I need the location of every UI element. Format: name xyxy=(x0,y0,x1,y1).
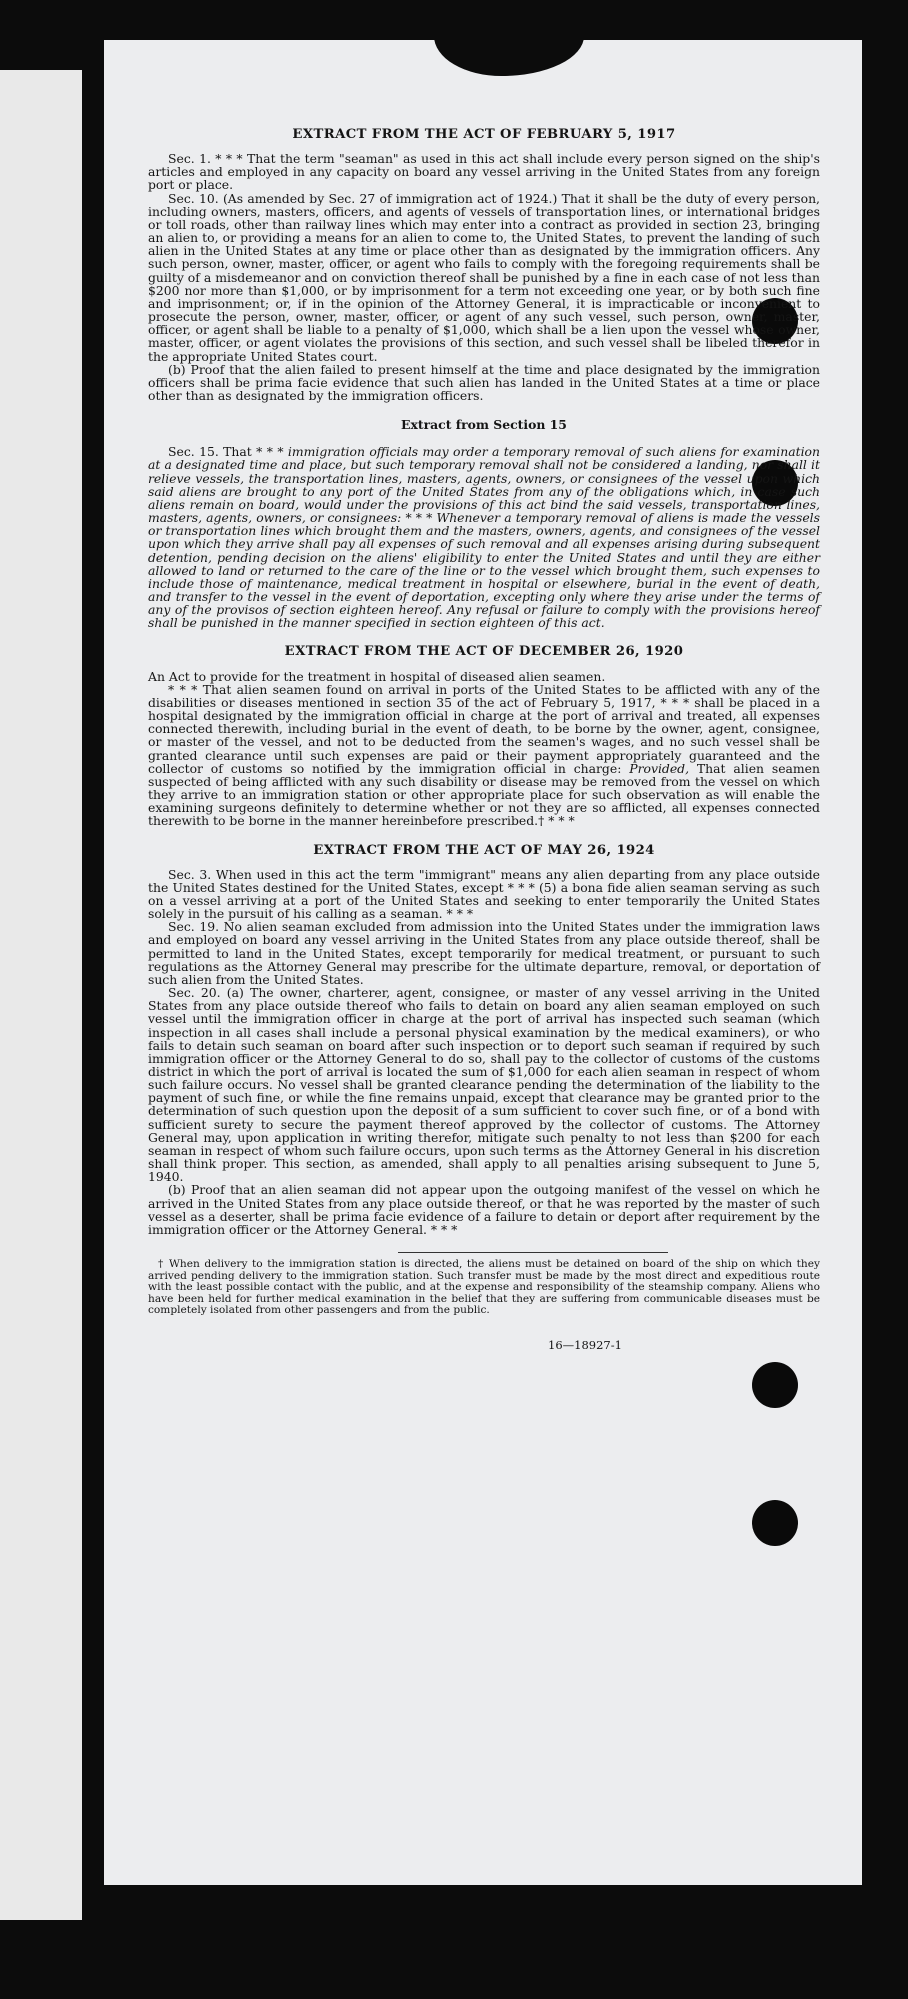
heading-section-15: Extract from Section 15 xyxy=(401,417,567,433)
punch-hole-3 xyxy=(752,1362,798,1408)
paragraph-sec-20-b: (b) Proof that an alien seaman did not appear upon the outgoing manifest of the vessel on which he arrived in the United States from any place outside thereof, or that he was reported by the master of such vessel as a deserter, shall be prima facie evidence of a failure to detain or deport after requirement by the immigration officer or the Attorney General. * * * xyxy=(148,1182,820,1237)
form-number: 16—18927-1 xyxy=(548,1338,622,1352)
document-page xyxy=(104,40,862,1885)
paragraph-hospital-treatment: * * * That alien seamen found on arrival in ports of the United States to be afflicted with any of the disabilities or diseases mentioned in section 35 of the act of February 5, 1917, * * * shall be placed in a hospital designated by the immigration official in charge at the port of arrival and treated, all expenses connected therewith, including burial in the event of death, to be borne by the owner, agent, consignee, or master of the vessel, and not to be deducted from the seamen's wages, and no such vessel shall be granted clearance until such expenses are paid or their payment appropriately guaranteed and the collector of customs so notified by the immigration official in charge: Provided, That alien seamen suspected of being afflicted with any such disability or disease may be removed from the vessel on which they arrive to an immigration station or other appropriate place for such observation as will enable the examining surgeons definitely to determine whether or not they are so afflicted, all expenses connected therewith to be borne in the manner hereinbefore prescribed.† * * * xyxy=(148,681,820,829)
footnote: † When delivery to the immigration station is directed, the aliens must be detained on board of the ship on which they arrived pending delivery to the immigration station. Such transfer must be made by the most direct and expeditious route with the least possible contact with the public, and at the expense and responsibility of the steamship company. Aliens who have been held for further medical examination in the belief that they are suffering from communicable diseases must be completely isolated from other passengers and from the public. xyxy=(148,1258,820,1317)
paragraph-sec-10-b: (b) Proof that the alien failed to present himself at the time and place designated by the immigration officers shall be prima facie evidence that such alien has landed in the United States at a time or place other than as designated by the immigration officers. xyxy=(148,361,820,403)
proviso-word: Provided, xyxy=(629,760,690,776)
sec-15-italic-text: immigration officials may order a temporary removal of such aliens for examination at a designated time and place, but such temporary removal shall not be considered a landing, nor shall it relieve vessels, the transportation lines, masters, agents, owners, or consignees of the vessel upon which said aliens are brought to any port of the United States from any of the obligations which, in case such aliens remain on board, would under the provisions of this act bind the said vessels, transportation lines, masters, agents, owners, or consignees: * * * Whenever a temporary removal of aliens is made the vessels or transportation lines which brought them and the masters, owners, agents, and consignees of the vessel upon which they arrive shall pay all expenses of such removal and all expenses arising during subsequent detention, pending decision on the aliens' eligibility to enter the United States and until they are either allowed to land or returned to the care of the line or to the vessel which brought them, such expenses to include those of maintenance, medical treatment in hospital or elsewhere, burial in the event of death, and transfer to the vessel in the event of deportation, excepting only where they arise under the terms of any of the provisos of section eighteen hereof. Any refusal or failure to comply with the provisions hereof shall be punished in the manner specified in section eighteen of this act. xyxy=(148,444,820,631)
paragraph-sec-3: Sec. 3. When used in this act the term "immigrant" means any alien departing from any place outside the United States destined for the United States, except * * * (5) a bona fide alien seaman serving as such on a vessel arriving at a port of the United States and seeking to enter temporarily the United States solely in the pursuit of his calling as a seaman. * * * xyxy=(148,866,820,922)
paragraph-sec-15 xyxy=(148,445,820,629)
sec-15-lead: Sec. 15. That * * * xyxy=(168,444,284,460)
paragraph-sec-20-a: Sec. 20. (a) The owner, charterer, agent, consignee, or master of any vessel arriving in the United States from any place outside thereof who fails to detain on board any alien seaman employed on such vessel until the immigration officer in charge at the port of arrival has inspected such seaman (which inspection in all cases shall include a personal physical examination by the medical examiners), or who fails to detain such seaman on board after such inspection or to deport such seaman if required by such immigration officer or the Attorney General to do so, shall pay to the collector of customs of the customs district in which the port of arrival is located the sum of $1,000 for each alien seaman in respect of whom such failure occurs. No vessel shall be granted clearance pending the determination of the liability to the payment of such fine, or while the fine remains unpaid, except that clearance may be granted prior to the determination of such question upon the deposit of a sum sufficient to cover such fine, or of a bond with sufficient surety to secure the payment thereof approved by the collector of customs. The Attorney General may, upon application in writing therefor, mitigate such penalty to not less than $200 for each seaman in respect of whom such failure occurs, upon such terms as the Attorney General in his discretion shall think proper. This section, as amended, shall apply to all penalties arising subsequent to June 5, 1940. xyxy=(148,985,820,1185)
section-15-extract xyxy=(148,418,820,629)
document-text xyxy=(148,128,820,1352)
left-page-strip xyxy=(0,70,82,1920)
paragraph-sec-19: Sec. 19. No alien seaman excluded from admission into the United States under the immigration laws and employed on board any vessel arriving in the United States from any place outside thereof, shall be permitted to land in the United States, except temporarily for medical treatment, or pursuant to such regulations as the Attorney General may prescribe for the ultimate departure, removal, or deportation of such alien from the United States. xyxy=(148,919,820,987)
section-act-1917 xyxy=(148,128,820,402)
section-act-1924 xyxy=(148,844,820,1237)
footnote-divider xyxy=(398,1252,668,1253)
torn-edge xyxy=(434,36,584,76)
paragraph-sec-10: Sec. 10. (As amended by Sec. 27 of immigration act of 1924.) That it shall be the duty of every person, including owners, masters, officers, and agents of vessels of transportation lines, or international bridges or toll roads, other than railway lines which may enter into a contract as provided in section 23, bringing an alien to, or providing a means for an alien to come to, the United States, to prevent the landing of such alien in the United States at any time or place other than as designated by the immigration officers. Any such person, owner, master, officer, or agent who fails to comply with the foregoing requirements shall be guilty of a misdemeanor and on conviction thereof shall be punished by a fine in each case of not less than $200 nor more than $1,000, or by imprisonment for a term not exceeding one year, or by both such fine and imprisonment; or, if in the opinion of the Attorney General, it is impracticable or inconvenient to prosecute the person, owner, master, officer, or agent of any such vessel, such person, owner, master, officer, or agent shall be liable to a penalty of $1,000, which shall be a lien upon the vessel whose owner, master, officer, or agent violates the provisions of this section, and such vessel shall be libeled therefor in the appropriate United States court. xyxy=(148,190,820,364)
punch-hole-4 xyxy=(752,1500,798,1546)
heading-act-1917: EXTRACT FROM THE ACT OF FEBRUARY 5, 1917 xyxy=(292,127,676,142)
paragraph-act-title: An Act to provide for the treatment in hospital of diseased alien seamen. xyxy=(148,668,606,684)
section-act-1920 xyxy=(148,645,820,827)
heading-act-1920: EXTRACT FROM THE ACT OF DECEMBER 26, 1920 xyxy=(284,644,684,660)
paragraph-sec-1: Sec. 1. * * * That the term "seaman" as used in this act shall include every person signed on the ship's articles and employed in any capacity on board any vessel arriving in the United States from any foreign port or place. xyxy=(148,151,820,193)
heading-act-1924: EXTRACT FROM THE ACT OF MAY 26, 1924 xyxy=(313,842,655,858)
